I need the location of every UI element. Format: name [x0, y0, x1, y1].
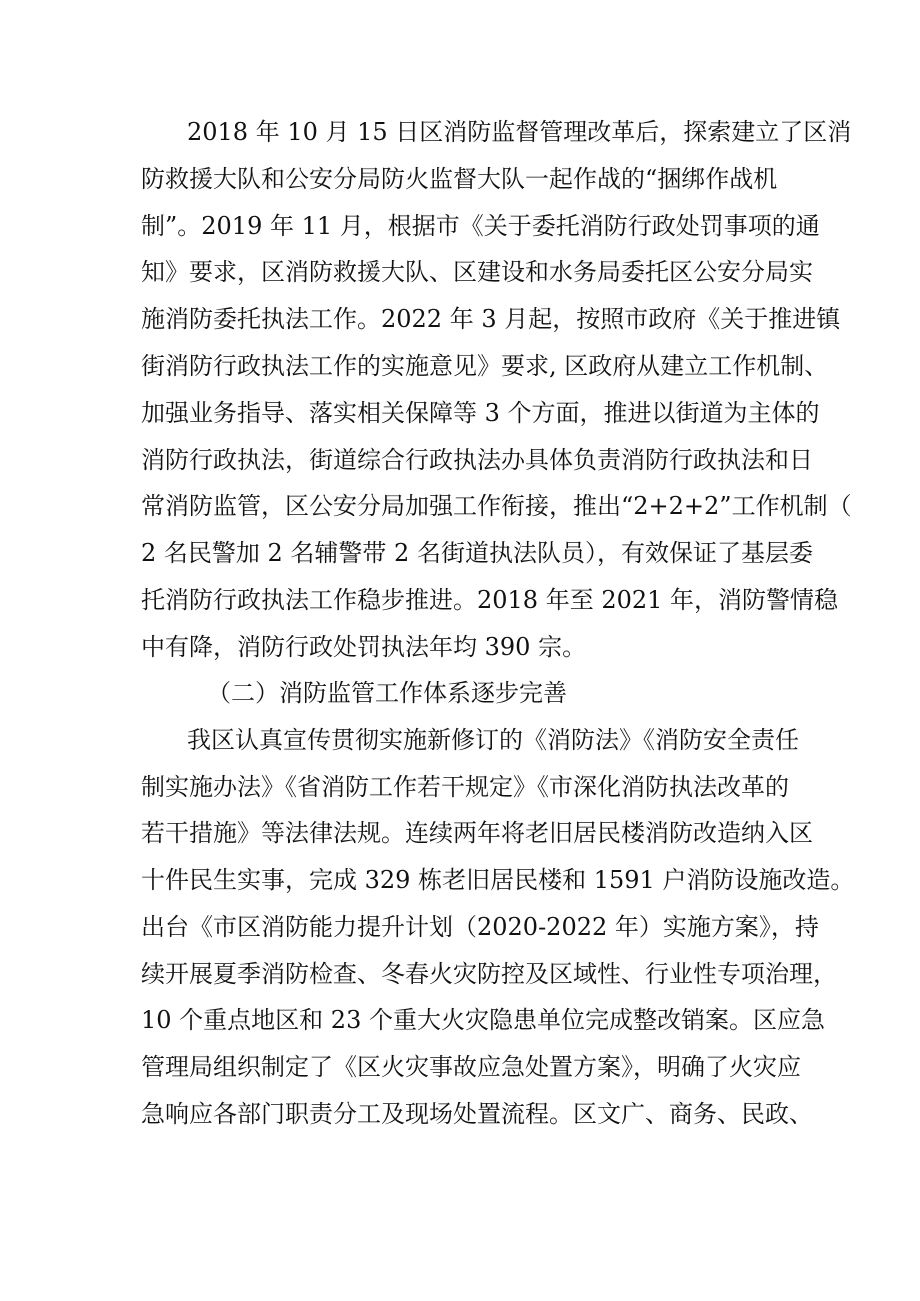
paragraph1-line: 街消防行政执法工作的实施意见》要求, 区政府从建立工作机制、 — [141, 352, 829, 380]
paragraph1-line: 防救援大队和公安分局防火监督大队一起作战的“捆绑作战机 — [141, 165, 778, 193]
paragraph2-line: 续开展夏季消防检查、冬春火灾防控及区域性、行业性专项治理， — [141, 960, 837, 988]
paragraph1-line: 中有降，消防行政处罚执法年均 390 宗。 — [141, 633, 587, 661]
paragraph2-line: 10 个重点地区和 23 个重大火灾隐患单位完成整改销案。区应急 — [141, 1006, 825, 1034]
paragraph1-line: 常消防监管，区公安分局加强工作衔接，推出“2+2+2”工作机制（ — [141, 492, 852, 520]
paragraph2-line: 若干措施》等法律法规。连续两年将老旧居民楼消防改造纳入区 — [141, 819, 813, 847]
paragraph1-line: 制”。2019 年 11 月，根据市《关于委托消防行政处罚事项的通 — [141, 212, 820, 240]
section-heading: （二）消防监管工作体系逐步完善 — [207, 679, 567, 707]
paragraph2-line: 急响应各部门职责分工及现场处置流程。区文广、商务、民政、 — [141, 1100, 813, 1128]
paragraph2-line: 十件民生实事，完成 329 栋老旧居民楼和 1591 户消防设施改造。 — [141, 866, 855, 894]
paragraph2-line: 我区认真宣传贯彻实施新修订的《消防法》《消防安全责任 — [187, 726, 799, 754]
paragraph2-line: 出台《市区消防能力提升计划（2020-2022 年）实施方案》，持 — [141, 913, 819, 941]
paragraph1-line: 知》要求，区消防救援大队、区建设和水务局委托区公安分局实 — [141, 258, 813, 286]
paragraph2-line: 制实施办法》《省消防工作若干规定》《市深化消防执法改革的 — [141, 773, 789, 801]
paragraph1-line: 消防行政执法，街道综合行政执法办具体负责消防行政执法和日 — [141, 446, 813, 474]
paragraph1-line: 2 名民警加 2 名辅警带 2 名街道执法队员），有效保证了基层委 — [141, 539, 813, 567]
paragraph1-line: 托消防行政执法工作稳步推进。2018 年至 2021 年，消防警情稳 — [141, 586, 839, 614]
paragraph1-line: 施消防委托执法工作。2022 年 3 月起，按照市政府《关于推进镇 — [141, 305, 841, 333]
paragraph1-line: 2018 年 10 月 15 日区消防监督管理改革后，探索建立了区消 — [187, 118, 852, 146]
paragraph1-line: 加强业务指导、落实相关保障等 3 个方面，推进以街道为主体的 — [141, 399, 820, 427]
paragraph2-line: 管理局组织制定了《区火灾事故应急处置方案》，明确了火灾应 — [141, 1053, 801, 1081]
